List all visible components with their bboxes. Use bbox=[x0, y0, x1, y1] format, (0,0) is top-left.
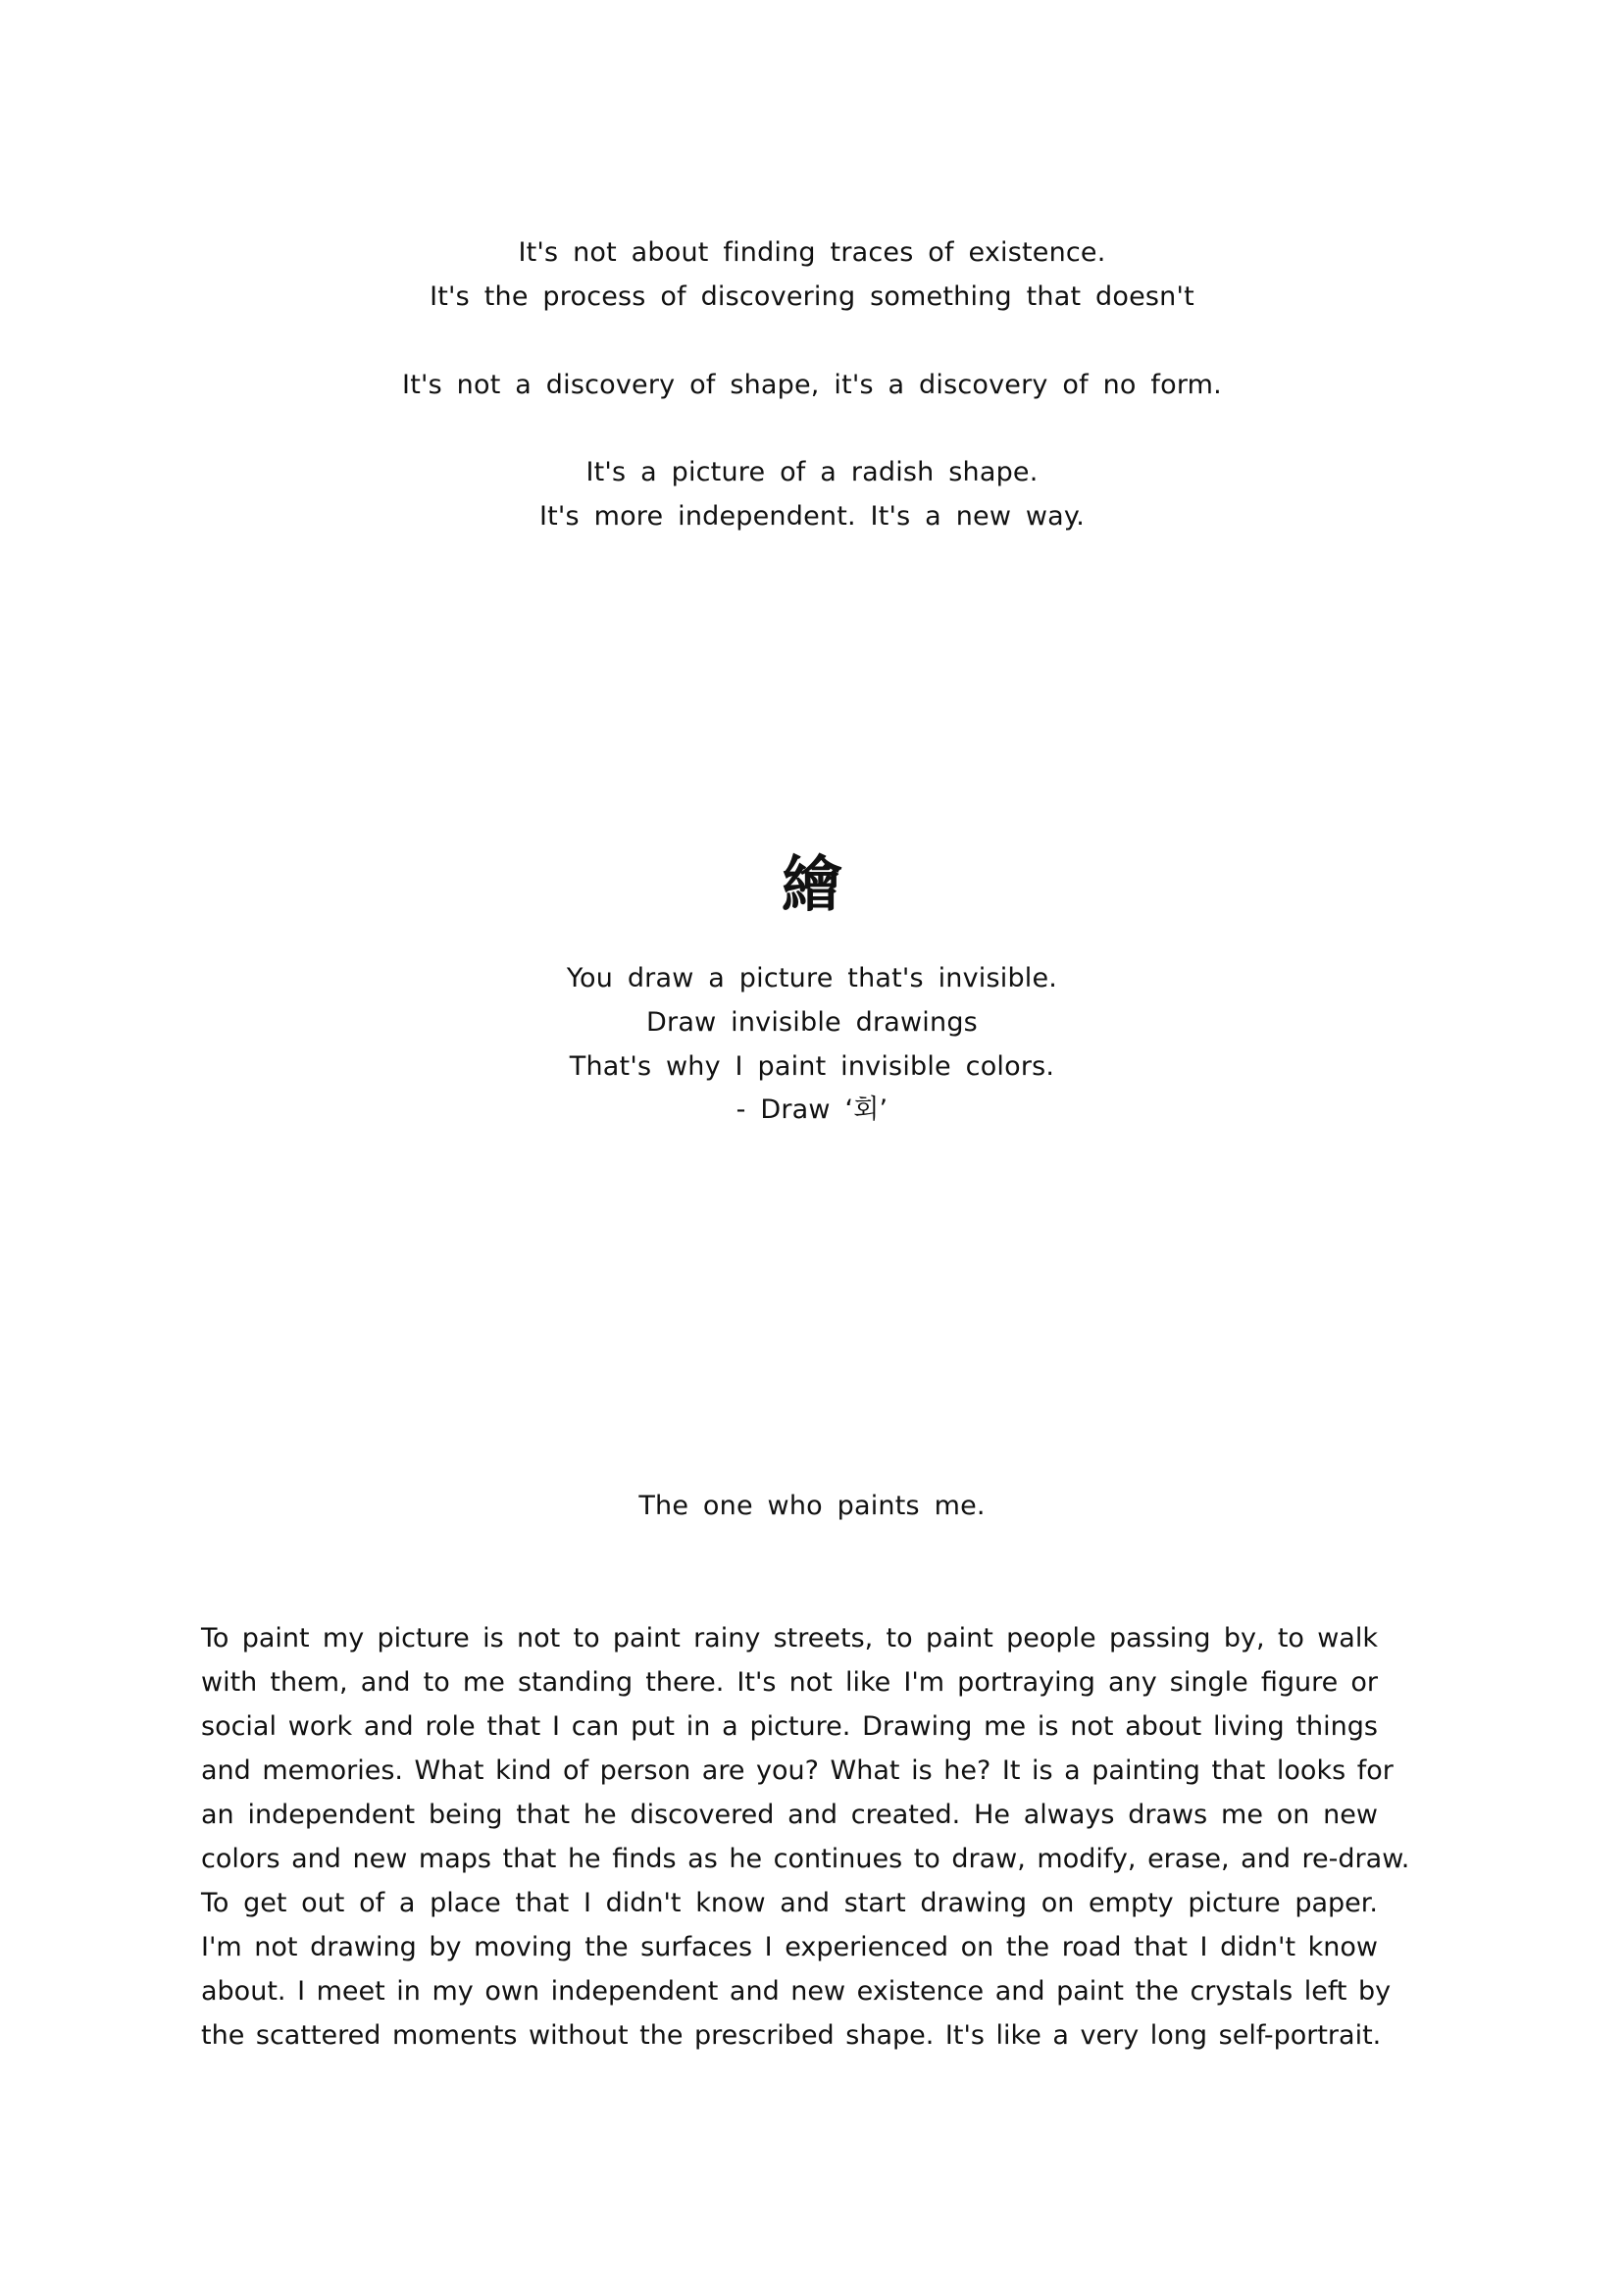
paragraph-line-8: I'm not drawing by moving the surfaces I experienced on the road that I didn't know bbox=[201, 1932, 1378, 1962]
intro-line-2: It's the process of discovering something that doesn't bbox=[430, 281, 1194, 312]
poem-line-2: Draw invisible drawings bbox=[646, 1007, 978, 1038]
paragraph-line-1: To paint my picture is not to paint rainy streets, to paint people passing by, to walk bbox=[201, 1623, 1378, 1653]
intro-line-4: It's a picture of a radish shape. bbox=[585, 457, 1039, 487]
hanja-title: 繪 bbox=[781, 848, 842, 920]
intro-line-3: It's not a discovery of shape, it's a discovery of no form. bbox=[402, 370, 1222, 400]
paragraph-line-10: the scattered moments without the prescribed shape. It's like a very long self-portrait. bbox=[201, 2020, 1382, 2051]
intro-line-1: It's not about finding traces of existence. bbox=[518, 237, 1106, 268]
paragraph-line-9: about. I meet in my own independent and new existence and paint the crystals left by bbox=[201, 1976, 1392, 2007]
poem-line-4: - Draw ‘회’ bbox=[736, 1094, 888, 1125]
paragraph-line-3: social work and role that I can put in a picture. Drawing me is not about living things bbox=[201, 1711, 1378, 1742]
section-heading: The one who paints me. bbox=[638, 1491, 986, 1521]
intro-line-5: It's more independent. It's a new way. bbox=[538, 501, 1086, 532]
body-paragraph bbox=[201, 1616, 1410, 2058]
poem-line-3: That's why I paint invisible colors. bbox=[569, 1051, 1055, 1082]
paragraph-line-6: colors and new maps that he finds as he continues to draw, modify, erase, and re-draw. bbox=[201, 1844, 1410, 1874]
paragraph-line-5: an independent being that he discovered and created. He always draws me on new bbox=[201, 1800, 1378, 1830]
paragraph-line-7: To get out of a place that I didn't know and start drawing on empty picture paper. bbox=[201, 1888, 1378, 1918]
paragraph-line-2: with them, and to me standing there. It's not like I'm portraying any single figure or bbox=[201, 1667, 1378, 1698]
paragraph-line-4: and memories. What kind of person are you? What is he? It is a painting that looks for bbox=[201, 1755, 1394, 1786]
poem-line-1: You draw a picture that's invisible. bbox=[566, 963, 1058, 993]
